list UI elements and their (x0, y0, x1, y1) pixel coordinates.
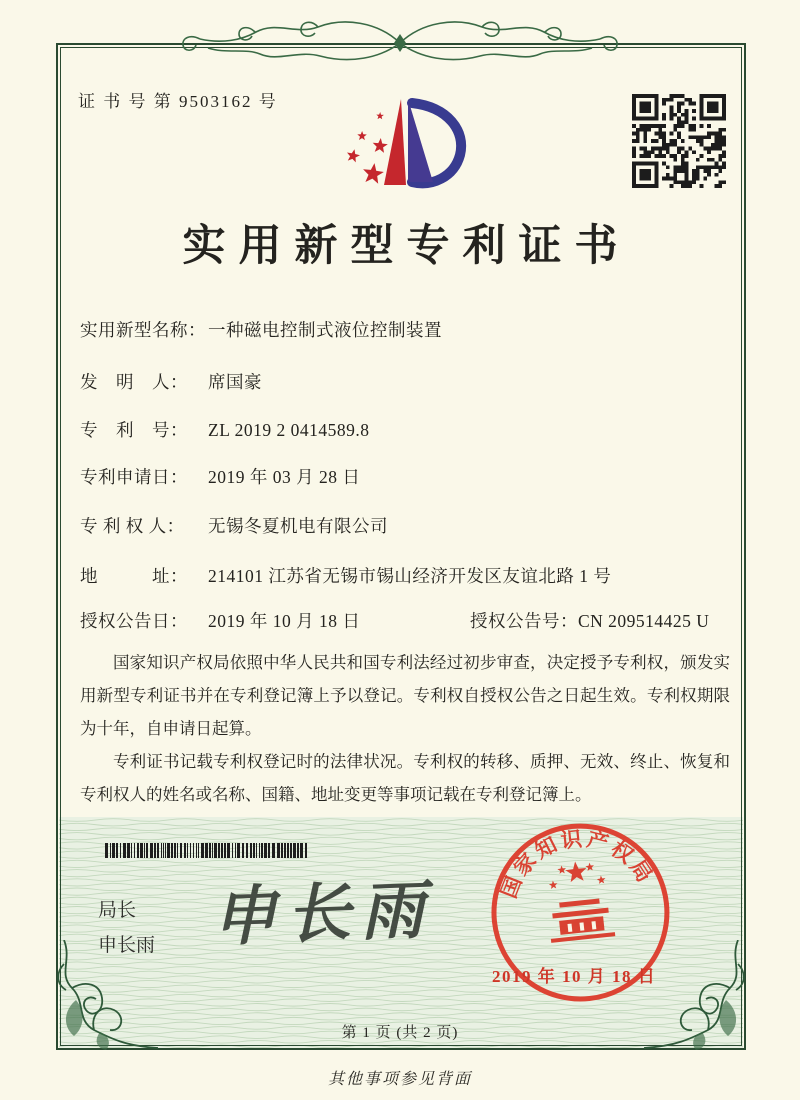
field-label: 专利申请日： (80, 467, 188, 487)
top-center-diamond (394, 34, 406, 52)
field-value: 2019 年 03 月 28 日 (208, 467, 361, 487)
field-row-grant (80, 608, 730, 633)
field-label: 发 明 人： (80, 372, 188, 392)
legal-text (80, 646, 730, 811)
barcode-icon (104, 843, 312, 858)
field-value: 214101 江苏省无锡市锡山经济开发区友谊北路 1 号 (208, 566, 612, 586)
grant-number-value: CN 209514425 U (578, 611, 710, 631)
legal-paragraph-1: 国家知识产权局依照中华人民共和国专利法经过初步审查，决定授予专利权，颁发实用新型专利证书并在专利登记簿上予以登记。专利权自授权公告之日起生效。专利权期限为十年，自申请日起算。 (80, 653, 730, 738)
certificate-title: 实用新型专利证书 (182, 223, 631, 270)
officer-title: 局长 (98, 900, 137, 921)
legal-paragraph-2: 专利证书记载专利权登记时的法律状况。专利权的转移、质押、无效、终止、恢复和专利权人的姓名或名称、国籍、地址变更等事项记载在专利登记簿上。 (80, 752, 730, 804)
national-emblem (543, 858, 615, 943)
logo-red-wedge (384, 99, 406, 185)
page-number: 第 1 页 (共 2 页) (341, 1025, 459, 1041)
field-value: ZL 2019 2 0414589.8 (208, 420, 370, 440)
seal-date: 2019 年 10 月 18 日 (492, 967, 657, 986)
qr-code-icon (632, 94, 726, 188)
grant-number (470, 608, 709, 633)
cnipa-patent-logo-icon (332, 83, 474, 207)
top-border-flourish (50, 12, 750, 74)
seal-ring-text-holder (491, 819, 660, 904)
field-label: 实用新型名称： (80, 320, 206, 340)
field-label: 专 利 号： (80, 420, 188, 440)
field-label: 地 址： (80, 566, 188, 586)
field-value: 席国豪 (208, 372, 262, 392)
field-row-name (80, 317, 730, 342)
officer-block (98, 893, 155, 963)
certificate-number: 证 书 号 第 9503162 号 (78, 92, 278, 111)
field-row-address (80, 563, 730, 588)
field-row-inventor (80, 369, 730, 394)
grant-date-value: 2019 年 10 月 18 日 (208, 611, 361, 631)
officer-signature: 申长雨 (211, 874, 436, 954)
field-row-patent-number (80, 417, 730, 442)
field-row-patentee (80, 513, 730, 538)
grant-number-label: 授权公告号： (470, 611, 578, 631)
grant-date-label: 授权公告日： (80, 611, 188, 631)
back-note: 其他事项参见背面 (327, 1071, 472, 1088)
field-row-filing-date (80, 464, 730, 489)
seal-ring-text: 国家知识产权局 (496, 826, 659, 902)
field-label: 专 利 权 人： (80, 516, 185, 536)
field-value: 一种磁电控制式液位控制装置 (208, 320, 442, 340)
officer-name: 申长雨 (98, 935, 156, 956)
logo-stars (347, 112, 388, 184)
field-value: 无锡冬夏机电有限公司 (208, 516, 388, 536)
